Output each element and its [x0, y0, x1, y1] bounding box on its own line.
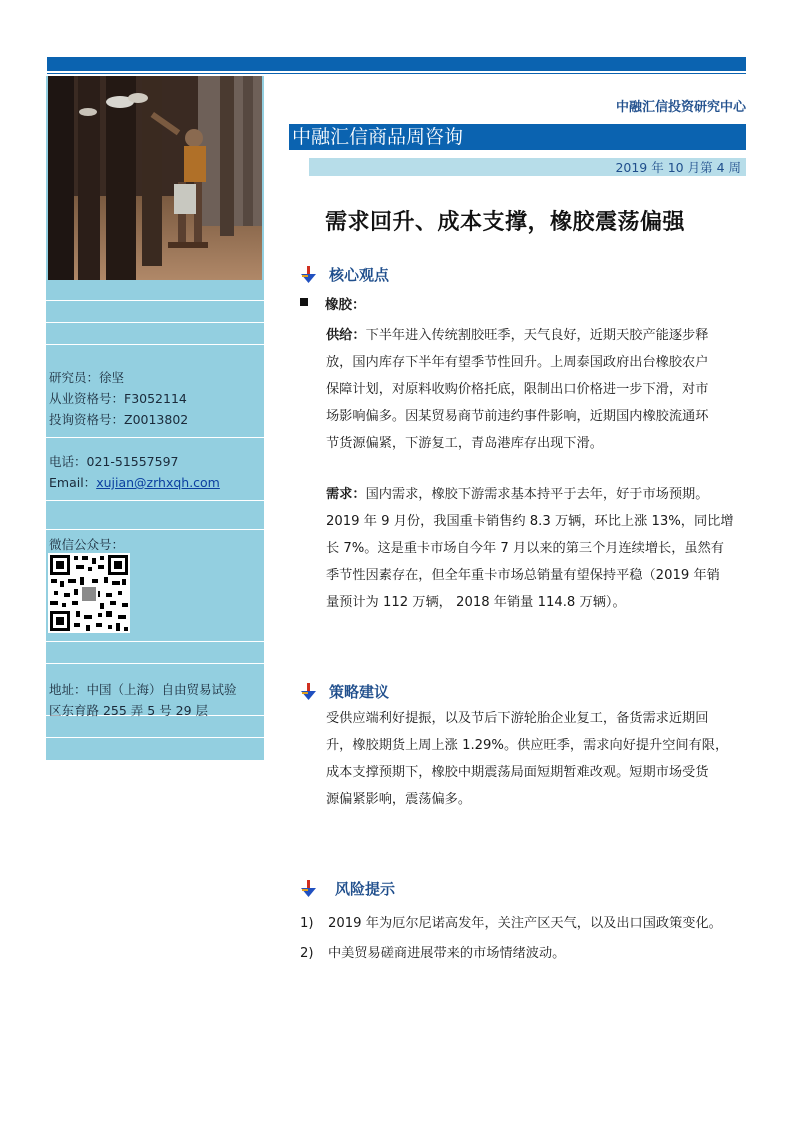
commodity-label: 橡胶： [325, 297, 366, 313]
wechat-label: 微信公众号： [49, 537, 125, 552]
report-title: 中融汇信商品周咨询 [292, 126, 464, 148]
section-arrow-icon [300, 266, 317, 284]
researcher-name: 研究员：徐坚 [49, 370, 125, 385]
strategy-line: 升，橡胶期货上周上涨 1.29%。供应旺季，需求向好提升空间有限， [326, 738, 729, 753]
bullet-square [300, 298, 308, 306]
demand-line: 季节性因素存在，但全年重卡市场总销量有望保持平稳（2019 年销 [326, 568, 720, 583]
section-heading-core [300, 264, 389, 285]
section-heading-strategy [300, 681, 389, 702]
section-arrow-icon [300, 880, 317, 898]
supply-line: 下半年进入传统割胶旺季，天气良好，近期天胶产能逐步释 [365, 328, 709, 343]
address-line-2: 区东育路 255 弄 5 号 29 层 [49, 703, 209, 718]
phone-number: 电话：021-51557597 [49, 454, 179, 469]
demand-line: 2019 年 9 月份，我国重卡销售约 8.3 万辆，环比上涨 13%，同比增 [326, 514, 734, 529]
risk-item [300, 912, 722, 931]
sidebar-divider [46, 500, 264, 501]
risk-item-text: 中美贸易磋商进展带来的市场情绪波动。 [328, 946, 566, 961]
supply-line: 节货源偏紧，下游复工，青岛港库存出现下滑。 [326, 436, 603, 451]
sidebar-divider [46, 300, 264, 301]
demand-line: 量预计为 112 万辆， 2018 年销量 114.8 万辆）。 [326, 595, 626, 610]
supply-paragraph [326, 322, 746, 457]
section-heading-core-label: 核心观点 [329, 266, 390, 284]
demand-paragraph [326, 481, 746, 616]
email-row [49, 473, 220, 491]
report-date: 2019 年 10 月第 4 周 [615, 160, 741, 175]
email-label: Email： [49, 475, 97, 490]
section-heading-strategy-label: 策略建议 [329, 683, 390, 701]
section-heading-risk-label: 风险提示 [335, 880, 396, 898]
email-link[interactable]: xujian@zrhxqh.com [96, 475, 220, 490]
strategy-paragraph [326, 705, 746, 813]
supply-label: 供给： [326, 328, 366, 343]
risk-item [300, 942, 565, 961]
top-banner-bar [47, 57, 746, 71]
strategy-line: 成本支撑预期下，橡胶中期震荡局面短期暂难改观。短期市场受货 [326, 765, 709, 780]
sidebar-divider [46, 737, 264, 738]
risk-item-number: 2) [300, 946, 314, 961]
risk-item-number: 1) [300, 916, 314, 931]
address-line-1: 地址：中国（上海）自由贸易试验 [49, 682, 237, 697]
sidebar-divider [46, 344, 264, 345]
wechat-qr-code [48, 553, 130, 633]
sidebar-divider [46, 322, 264, 323]
sidebar-divider [46, 663, 264, 664]
supply-line: 保障计划，对原料收购价格托底，限制出口价格进一步下滑，对市 [326, 382, 709, 397]
strategy-line: 受供应端利好提振，以及节后下游轮胎企业复工，备货需求近期回 [326, 711, 709, 726]
research-center-name: 中融汇信投资研究中心 [615, 100, 746, 115]
demand-line: 国内需求，橡胶下游需求基本持平于去年，好于市场预期。 [365, 487, 709, 502]
sidebar-divider [46, 529, 264, 530]
section-arrow-icon [300, 683, 317, 701]
license-number-1: 从业资格号：F3052114 [49, 391, 187, 406]
sidebar-divider [46, 437, 264, 438]
license-number-2: 投询资格号：Z0013802 [49, 412, 189, 427]
supply-line: 放，国内库存下半年有望季节性回升。上周泰国政府出台橡胶农户 [326, 355, 709, 370]
report-headline: 需求回升、成本支撑，橡胶震荡偏强 [325, 210, 686, 235]
rubber-plantation-photo [48, 76, 262, 280]
sidebar-divider [46, 641, 264, 642]
demand-label: 需求： [326, 487, 366, 502]
top-divider [47, 73, 746, 74]
risk-item-text: 2019 年为厄尔尼诺高发年，关注产区天气，以及出口国政策变化。 [328, 916, 722, 931]
section-heading-risk [300, 878, 395, 899]
strategy-line: 源偏紧影响，震荡偏多。 [326, 792, 472, 807]
demand-line: 长 7%。这是重卡市场自今年 7 月以来的第三个月连续增长，虽然有 [326, 541, 724, 556]
supply-line: 场影响偏多。因某贸易商节前违约事件影响，近期国内橡胶流通环 [326, 409, 709, 424]
